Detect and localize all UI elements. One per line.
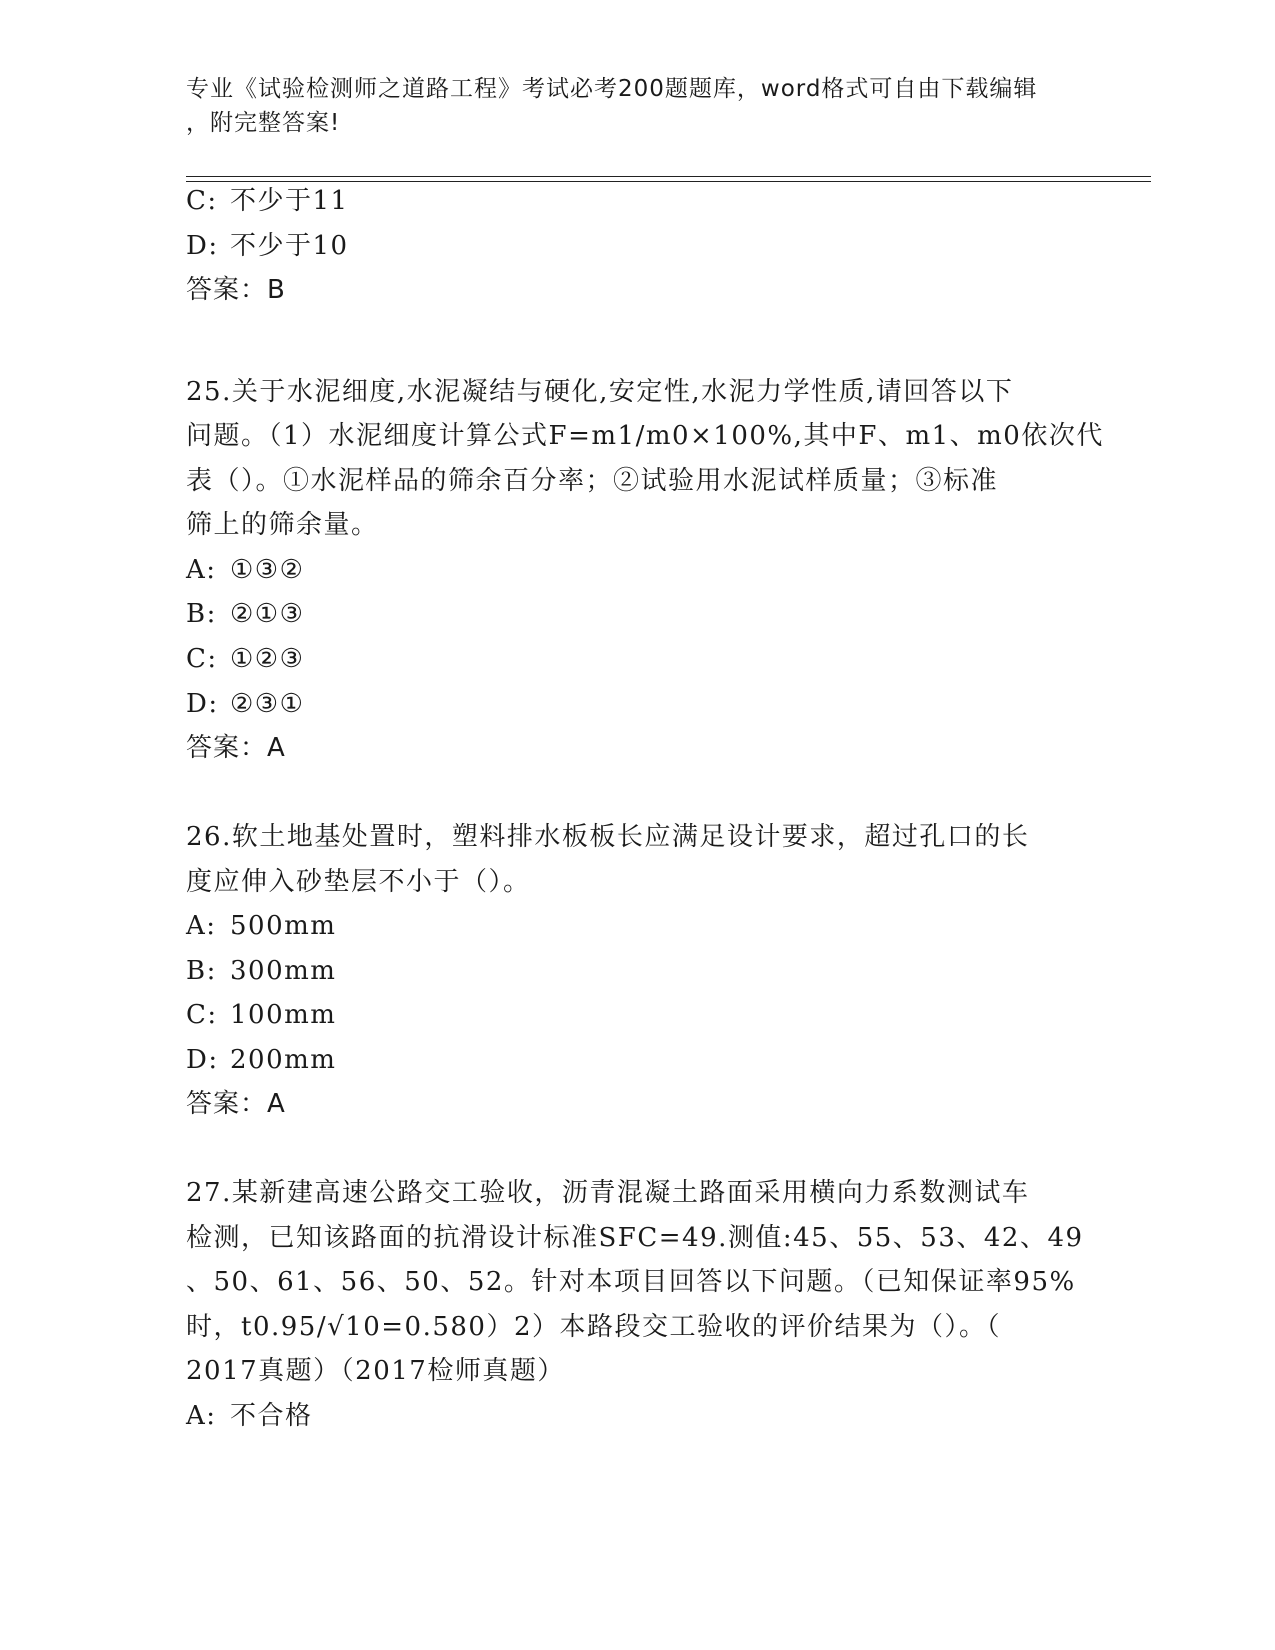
- option-letter: D:: [186, 231, 219, 261]
- header-title-line-2: ，附完整答案!: [186, 110, 341, 136]
- q27-text-line-3: 、50、61、56、50、52。针对本项目回答以下问题。（已知保证率95%: [186, 1267, 1076, 1297]
- q25-text-line-1: 25.关于水泥细度,水泥凝结与硬化,安定性,水泥力学性质,请回答以下: [186, 377, 1014, 407]
- q25-text-line-4: 筛上的筛余量。: [186, 510, 379, 540]
- prev-answer: 答案：B: [186, 275, 286, 305]
- q26-option-d: [186, 1045, 336, 1075]
- option-text: 不少于10: [230, 231, 349, 261]
- option-letter: A:: [186, 555, 217, 585]
- option-text: ①③②: [230, 555, 305, 585]
- option-letter: A:: [186, 1401, 217, 1431]
- header-divider-top: [186, 176, 1151, 177]
- option-letter: C:: [186, 644, 218, 674]
- q25-option-d: [186, 689, 304, 719]
- q26-text-line-1: 26.软土地基处置时，塑料排水板板长应满足设计要求，超过孔口的长: [186, 822, 1030, 852]
- q26-option-b: [186, 956, 336, 986]
- q25-option-c: [186, 644, 304, 674]
- option-text: 200mm: [230, 1045, 337, 1075]
- option-text: 500mm: [230, 911, 337, 941]
- option-text: ②①③: [230, 599, 305, 629]
- prev-option-d: [186, 231, 349, 261]
- option-letter: D:: [186, 689, 219, 719]
- option-text: 100mm: [230, 1000, 337, 1030]
- prev-option-c: [186, 186, 349, 216]
- q25-option-a: [186, 555, 304, 585]
- q27-option-a: [186, 1401, 313, 1431]
- q26-text-line-2: 度应伸入砂垫层不小于（）。: [186, 867, 531, 897]
- option-text: 不少于11: [230, 186, 349, 216]
- option-text: ①②③: [230, 644, 305, 674]
- q25-option-b: [186, 599, 304, 629]
- option-letter: C:: [186, 186, 218, 216]
- document-header: [186, 72, 1066, 140]
- q25-answer: 答案：A: [186, 733, 286, 763]
- q25-text-line-2: 问题。（1）水泥细度计算公式F=m1/m0×100%,其中F、m1、m0依次代: [186, 421, 1104, 451]
- q27-text-line-4: 时，t0.95/√10=0.580）2）本路段交工验收的评价结果为（）。（: [186, 1312, 1002, 1342]
- q27-text-line-1: 27.某新建高速公路交工验收，沥青混凝土路面采用横向力系数测试车: [186, 1178, 1030, 1208]
- q26-answer: 答案：A: [186, 1089, 286, 1119]
- option-letter: B:: [186, 599, 217, 629]
- q27-text-line-2: 检测，已知该路面的抗滑设计标准SFC=49.测值:45、55、53、42、49: [186, 1223, 1084, 1253]
- header-title-line-1: 专业《试验检测师之道路工程》考试必考200题题库，word格式可自由下载编辑: [186, 76, 1038, 102]
- option-letter: A:: [186, 911, 217, 941]
- option-text: ②③①: [230, 689, 305, 719]
- option-letter: C:: [186, 1000, 218, 1030]
- header-divider-bottom: [186, 181, 1151, 182]
- q25-text-line-3: 表（）。①水泥样品的筛余百分率；②试验用水泥试样质量；③标准: [186, 466, 999, 496]
- option-text: 300mm: [230, 956, 337, 986]
- q26-option-c: [186, 1000, 336, 1030]
- option-letter: D:: [186, 1045, 219, 1075]
- option-letter: B:: [186, 956, 217, 986]
- option-text: 不合格: [230, 1401, 313, 1431]
- q26-option-a: [186, 911, 336, 941]
- q27-text-line-5: 2017真题）（2017检师真题）: [186, 1356, 565, 1386]
